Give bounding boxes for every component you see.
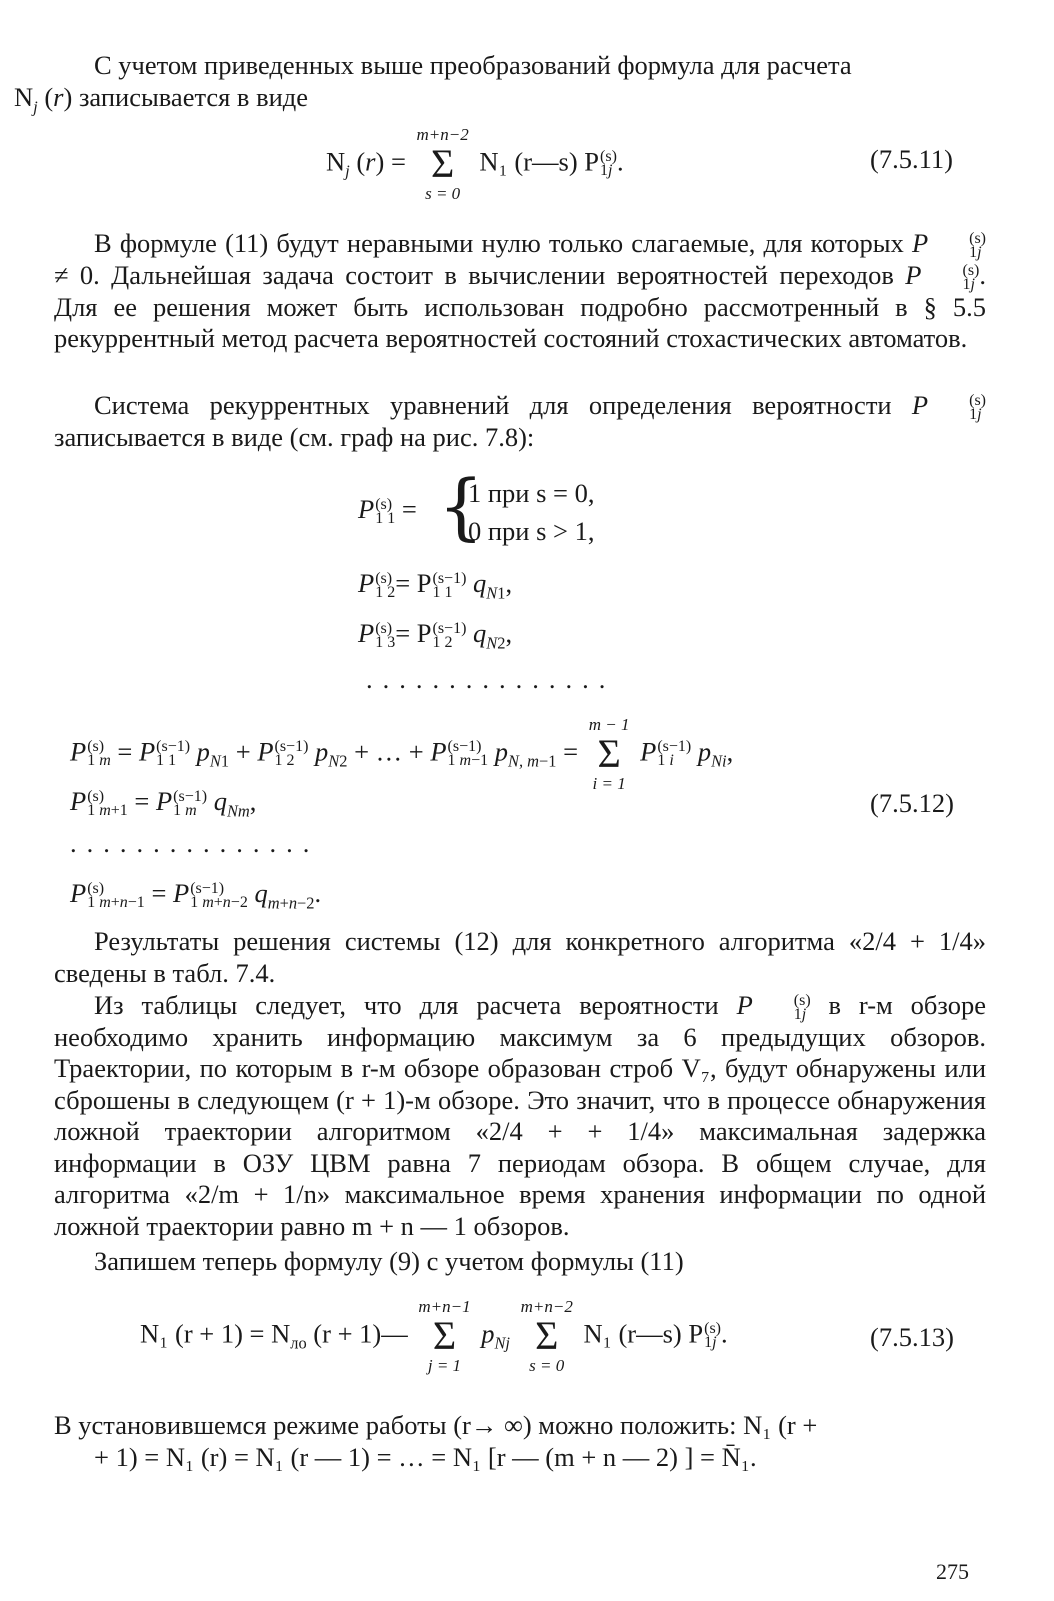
system-sum-symbol: m − 1 Σ i = 1 (588, 715, 630, 793)
paragraph-rewrite (54, 1246, 986, 1278)
eq11-sum-lower: s = 0 (425, 183, 461, 203)
equation-number-7-5-12: (7.5.12) (870, 788, 954, 818)
eq13-mid: (r + 1)— (306, 1318, 408, 1349)
eq13-sum2-lower: s = 0 (529, 1355, 565, 1375)
system-case-2 (468, 516, 595, 548)
paragraph-nonzero-terms: В формуле (11) будут неравными нулю только слагаемые, для которых P (s) 1j ≠ 0. Дальнейшая задача состоит в вычислении вероятностей переходов P (s) 1j . Для ее решения может быть использован подробно рассмотренный в § 5.5 рекуррентный метод расчета вероятностей состояний стохастических автоматов. (54, 228, 987, 354)
eq13-sum1-lower: j = 1 (427, 1355, 462, 1375)
system-case-1 (468, 478, 595, 510)
symbol-N: N (14, 81, 34, 112)
paragraph-table-analysis-a: Из таблицы следует, что для расчета вероятности (94, 990, 719, 1020)
system-row-p13: P (s) 1 3 = P (s−1) 1 2 $q_{N2}$, (358, 618, 513, 653)
paragraph-nonzero-terms-b: ≠ 0. Дальнейшая задача состоит в вычислении вероятностей переходов (54, 259, 894, 290)
paragraph-recurrent-system: Система рекуррентных уравнений для определения вероятности P (s) 1j записывается в виде (см. граф на рис. 7.8): (54, 390, 986, 452)
system-brace: { (438, 464, 484, 548)
system-row-p12-eq: = P (395, 568, 432, 598)
paragraph-recurrent-system-a: Система рекуррентных уравнений для определения вероятности (94, 390, 892, 420)
eq13-sum2-upper: m+n−2 (520, 1297, 573, 1316)
system-dots-1: ............... (366, 664, 616, 694)
eq13-sum2-symbol: m+n−2 Σ s = 0 (520, 1297, 573, 1375)
paragraph-intro-line2: $N_j$ (r) записывается в виде (14, 81, 309, 116)
paragraph-intro-line1: С учетом приведенных выше преобразований формула для расчета (94, 50, 852, 80)
paragraph-table-analysis-b: в r-м обзоре необходимо хранить информацию максимум за 6 предыдущих обзоров. Траектории, по которым в r-м обзоре образован строб V₇, будут обнаружены или сброшены в следующем (r + 1)-м обзоре. Это значит, что в процессе обнаружения ложной траектории алгоритмом «2/4 + + 1/4» максимальная задержка информации в ОЗУ ЦВМ равна 7 периодам обзора. В общем случае, для алгоритма «2/m + 1/n» максимальное время хранения информации по одной ложной траектории равно m + n — 1 обзоров. (54, 990, 986, 1241)
eq11-sum-upper: m+n−2 (416, 125, 469, 144)
eq11-lhs: N (326, 146, 346, 177)
paragraph-table-analysis: Из таблицы следует, что для расчета вероятности P (s) 1j в r-м обзоре необходимо хранить информацию максимум за 6 предыдущих обзоров. Траектории, по которым в r-м обзоре образован строб V₇, будут обнаружены или сброшены в следующем (r + 1)-м обзоре. Это значит, что в процессе обнаружения ложной траектории алгоритмом «2/4 + + 1/4» максимальная задержка информации в ОЗУ ЦВМ равна 7 периодам обзора. В общем случае, для алгоритма «2/m + 1/n» максимальное время хранения информации по одной ложной траектории равно m + n — 1 обзоров. (54, 990, 986, 1241)
paragraph-nonzero-terms-a: В формуле (11) будут неравными нулю только слагаемые, для которых (94, 228, 904, 258)
equation-number-7-5-13: (7.5.13) (870, 1322, 954, 1352)
system-dots-2: ............... (70, 828, 320, 858)
system-row-p11-lhs: P (s) 1 1 = (358, 494, 417, 527)
paragraph-nonzero-terms-c: . Для ее решения может быть использован подробно рассмотренный в § 5.5 рекуррентный метод расчета вероятностей состояний стохастических автоматов. (54, 259, 986, 354)
system-case-1-text: 1 при s = 0, (468, 478, 595, 508)
paragraph-rewrite-text: Запишем теперь формулу (9) с учетом формулы (11) (94, 1246, 684, 1276)
system-row-p1mn1: P (s) 1 m+n−1 = P (s−1) 1 m+n−2 $q_{m+n-2}$. (70, 878, 322, 913)
equation-number-7-5-11: (7.5.11) (870, 144, 953, 174)
page-number: 275 (936, 1559, 969, 1584)
eq13-sum1-upper: m+n−1 (418, 1297, 471, 1316)
paragraph-recurrent-system-b: записывается в виде (см. граф на рис. 7.8): (54, 421, 535, 452)
system-case-2-text: 0 при s > 1, (468, 516, 595, 546)
eq13-lhs: N₁ (r + 1) = N (140, 1318, 291, 1349)
eq13-sum1-symbol: m+n−1 Σ j = 1 (418, 1297, 471, 1375)
paragraph-steady-state-line2: + 1) = N₁ (r) = N₁ (r — 1) = … = N₁ [r — (m + n — 2) ] = N̄₁. (94, 1441, 757, 1472)
paragraph-results (54, 926, 986, 989)
equation-7-5-11: $N_j$ (r) = m+n−2 Σ s = 0 N₁ (r—s) P (s) 1j . (326, 125, 624, 203)
paragraph-intro (14, 50, 986, 116)
system-row-p1m1: P (s) 1 m+1 = P (s−1) 1 m $q_{Nm}$, (70, 786, 257, 821)
paragraph-steady-state (54, 1410, 986, 1473)
paragraph-steady-state-line1: В установившемся режиме работы (r→ ∞) можно положить: N₁ (r + (54, 1410, 818, 1440)
system-row-p12: P (s) 1 2 = P (s−1) 1 1 $q_{N1}$, (358, 568, 513, 603)
eq13-tail: N₁ (r—s) P (583, 1318, 704, 1349)
eq11-sum-symbol: m+n−2 Σ s = 0 (416, 125, 469, 203)
system-row-p1m: P (s) 1 m = P (s−1) 1 1 $p_{N1} + P$ (s−1) 1 2 $p_{N2}$ + … + P (s−1) 1 m−1 $p_{N, m-1}$ = m − 1 Σ i = 1 P (s−1) 1 i $p_{Ni}$, (70, 715, 734, 793)
paragraph-intro-line2-text: записывается в виде (72, 81, 309, 112)
eq13-lo-subscript: ло (290, 1333, 307, 1353)
paragraph-results-text: Результаты решения системы (12) для конкретного алгоритма «2/4 + 1/4» сведены в табл. 7.4. (54, 926, 986, 988)
eq11-rhs: N₁ (r—s) P (479, 146, 600, 177)
equation-7-5-13: N₁ $(r + 1) = N_{ло}$ (r + 1)— m+n−1 Σ j = 1 $p_{Nj}$ m+n−2 Σ s = 0 N₁ (r—s) P (s) 1j . (140, 1297, 728, 1375)
system-row-p13-eq: = P (395, 618, 432, 648)
